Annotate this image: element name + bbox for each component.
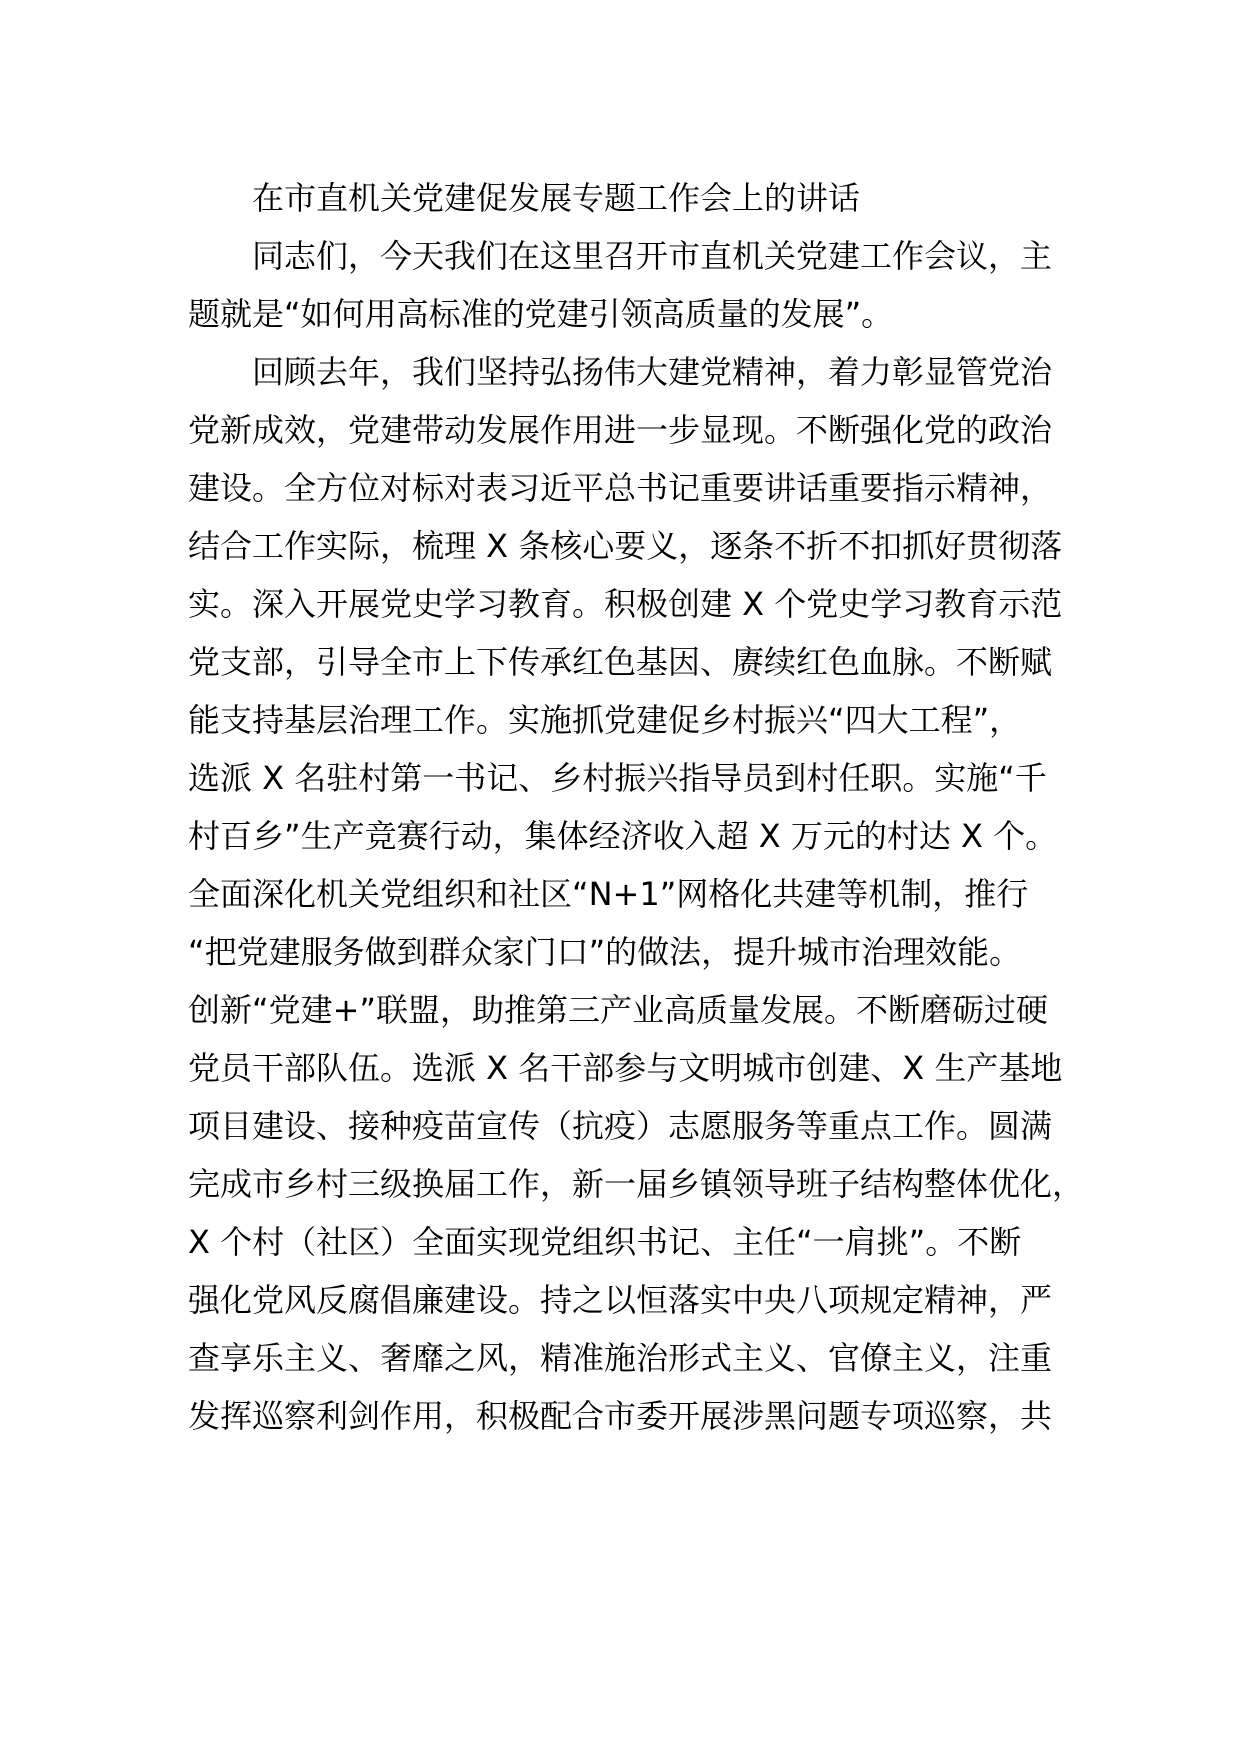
paragraph-line: 完成市乡村三级换届工作，新一届乡镇领导班子结构整体优化，: [188, 1165, 1085, 1203]
paragraph-line: 实。深入开展党史学习教育。积极创建 X 个党史学习教育示范: [188, 585, 1063, 623]
paragraph-line: 回顾去年，我们坚持弘扬伟大建党精神，着力彰显管党治: [252, 353, 1053, 391]
paragraph-line: 全面深化机关党组织和社区“N+1”网格化共建等机制，推行: [188, 875, 1029, 913]
document-title: 在市直机关党建促发展专题工作会上的讲话: [252, 179, 861, 217]
paragraph-line: 强化党风反腐倡廉建设。持之以恒落实中央八项规定精神，严: [188, 1281, 1053, 1319]
paragraph-line: 查享乐主义、奢靡之风，精准施治形式主义、官僚主义，注重: [188, 1339, 1053, 1377]
paragraph-line: 创新“党建+”联盟，助推第三产业高质量发展。不断磨砺过硬: [188, 991, 1048, 1029]
paragraph-line: 选派 X 名驻村第一书记、乡村振兴指导员到村任职。实施“千: [188, 759, 1047, 797]
paragraph-line: 党支部，引导全市上下传承红色基因、赓续红色血脉。不断赋: [188, 643, 1053, 681]
paragraph-line: 项目建设、接种疫苗宣传（抗疫）志愿服务等重点工作。圆满: [188, 1107, 1053, 1145]
paragraph-line: 题就是“如何用高标准的党建引领高质量的发展”。: [188, 295, 894, 333]
paragraph-line: “把党建服务做到群众家门口”的做法，提升城市治理效能。: [188, 933, 1022, 971]
paragraph-line: 同志们，今天我们在这里召开市直机关党建工作会议，主: [252, 237, 1053, 275]
paragraph-line: 党新成效，党建带动发展作用进一步显现。不断强化党的政治: [188, 411, 1053, 449]
paragraph-line: X 个村（社区）全面实现党组织书记、主任“一肩挑”。不断: [188, 1223, 1022, 1261]
paragraph-line: 村百乡”生产竞赛行动，集体经济收入超 X 万元的村达 X 个。: [188, 817, 1058, 855]
paragraph-line: 建设。全方位对标对表习近平总书记重要讲话重要指示精神，: [188, 469, 1053, 507]
paragraph-line: 发挥巡察利剑作用，积极配合市委开展涉黑问题专项巡察，共: [188, 1397, 1053, 1435]
paragraph-line: 结合工作实际，梳理 X 条核心要义，逐条不折不扣抓好贯彻落: [188, 527, 1063, 565]
paragraph-line: 党员干部队伍。选派 X 名干部参与文明城市创建、X 生产基地: [188, 1049, 1063, 1087]
paragraph-line: 能支持基层治理工作。实施抓党建促乡村振兴“四大工程”，: [188, 701, 1022, 739]
